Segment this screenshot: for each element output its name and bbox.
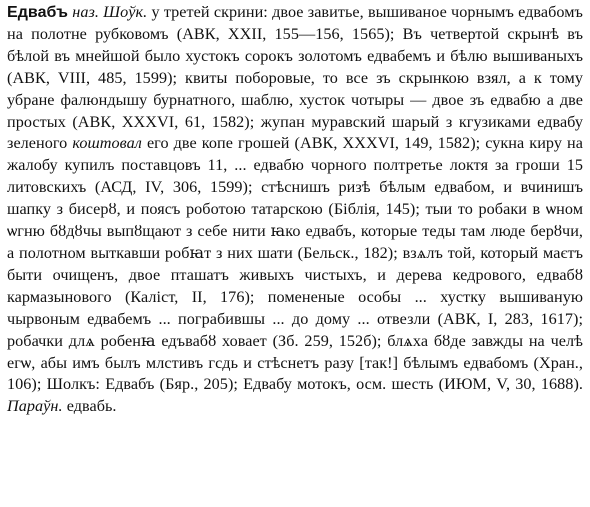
entry-text-part-3: едвабь. [62,397,117,416]
cross-reference-label: Параўн. [7,397,63,416]
grammar-label: наз. Шоўк. [72,3,148,21]
dictionary-entry [7,2,583,418]
headword: Едвабъ [7,4,68,21]
emphasized-word: коштовал [72,134,142,153]
entry-text-part-2: его две копе грошей (АВК, XXXVI, 149, 1582); сукна киру на жалобу купилъ поставцовъ 11, ... едвабю чорного полтретье локтя за гроши 15 литовскихъ (АСД, IV, 306, 1599); стѣснишъ ризѣ бѣлым едвабом, и вчинишъ шапку з бисерȣ, и поясъ роботою татарскою (Біблія, 145); тыи то робаки в ѡном ѡгню бȣдȣчы выпȣщают з себе нити ꙗко едвабъ, которые теды там люде берȣчи, а полотном выткавши робꙗт з них шати (Бельск., 182); взѧлъ той, который маєтъ быти очищенъ, двое пташатъ живыхъ чистыхъ, и дерева кедрового, едвабȣ кармазынового (Каліст, II, 176); помененые особы ... хустку вышиваную чырвоным едвабемъ ... пограбившы ... до дому ... отвезли (АВК, I, 283, 1617); робачки длѧ робенꙗ едъвабȣ ховает (Зб. 259, 152б); блѧха бȣде завжды на челѣ егѡ, абы имъ былъ млстивъ гсдь и стѣснетъ разу [так!] бѣлымъ едвабомъ (Хран., 106); Шолкъ: Едвабъ (Бяр., 205); Едвабу мотокъ, осм. шесть (ИЮМ, V, 30, 1688). [7,134,583,394]
entry-text-part-1: у третей скрини: двое завитье, вышиваное чорнымъ едвабомъ на полотне рубковомъ (АВК, XXII, 155—156, 1565); Въ четвертой скрынѣ въ бѣлой въ мнейшой было хустокъ сорокъ золотомъ едвабемъ и бѣлю вышиваныхъ (АВК, VIII, 485, 1599); квиты поборовые, то все зъ скрынкою взял, а к тому убране фалюндышу бурнатного, шаблю, хусток чотыры — двое зъ едвабю а две простых (АВК, XXXVI, 61, 1582); жупан муравский шарый з кгузиками едвабу зеленого [7,3,583,153]
